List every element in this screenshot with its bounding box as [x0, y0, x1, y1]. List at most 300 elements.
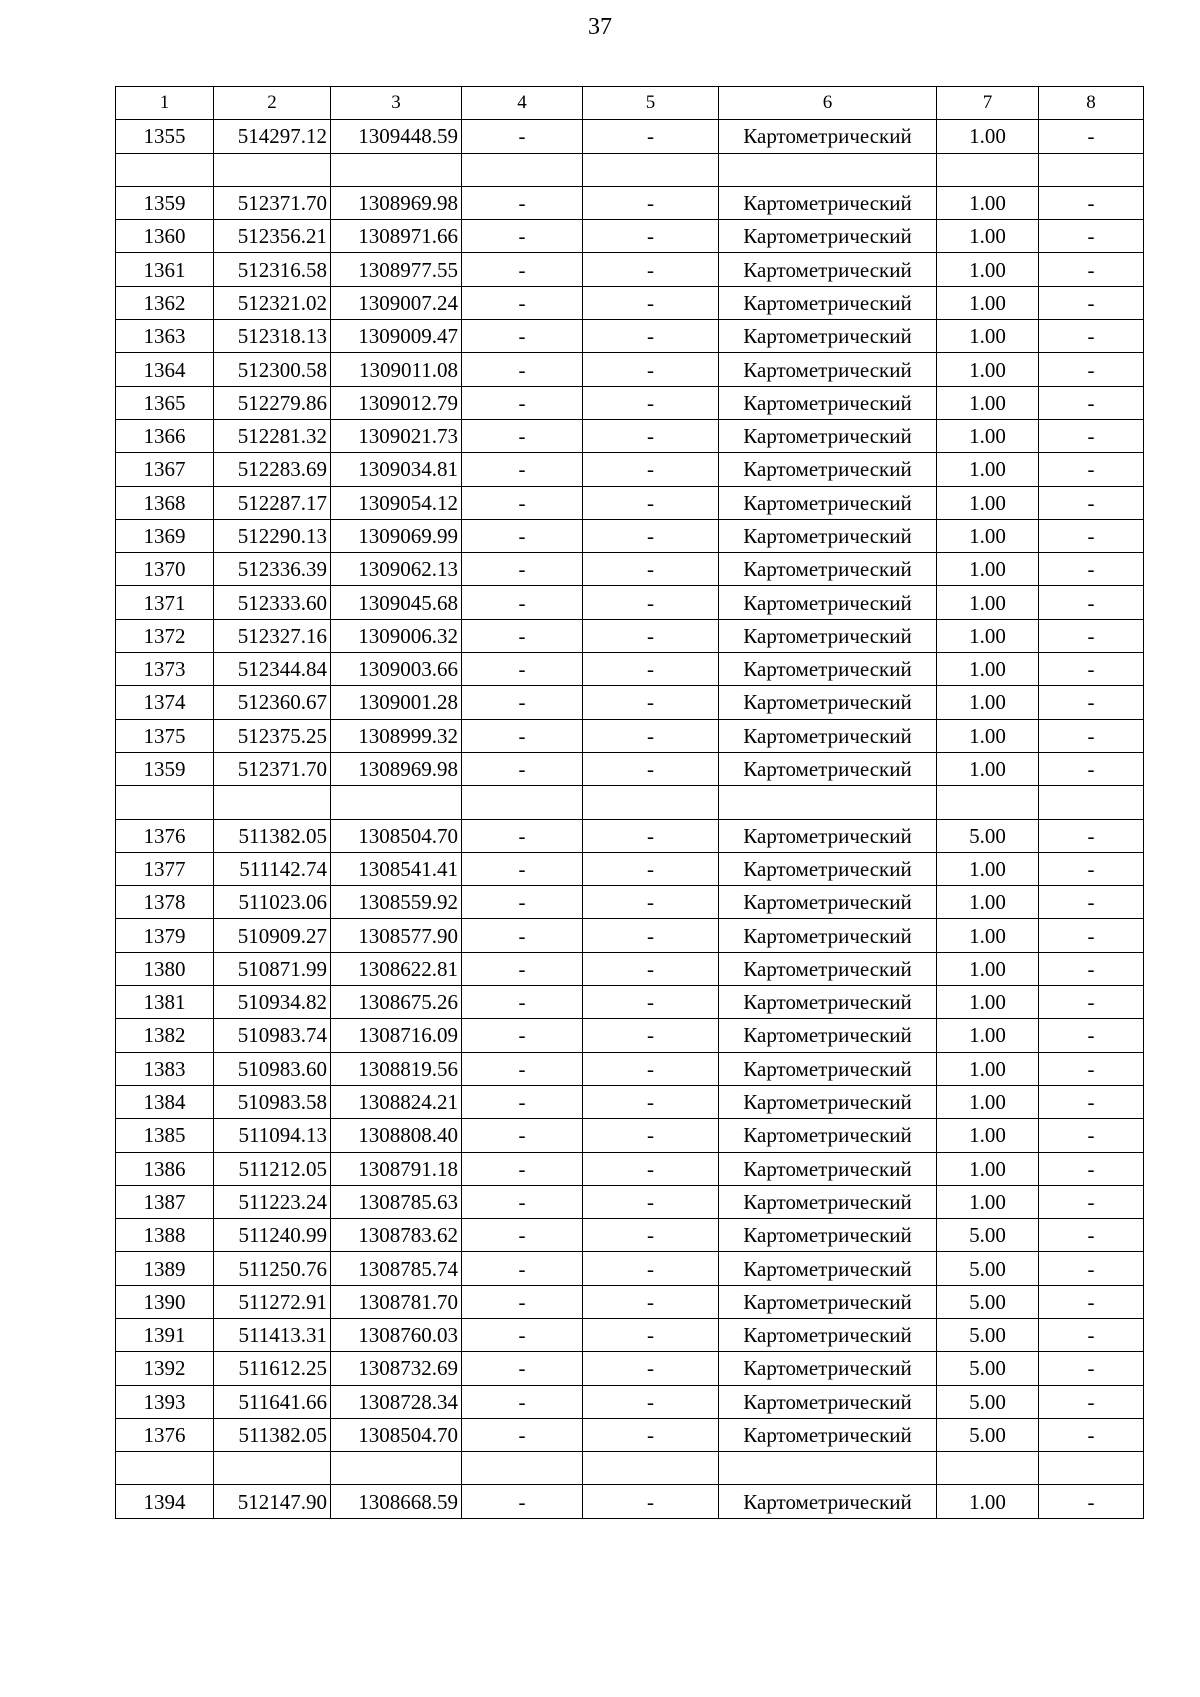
accuracy-cell [937, 786, 1039, 819]
table-row [116, 1185, 1144, 1218]
method-cell: Картометрический [719, 419, 937, 452]
col-4-cell: - [462, 952, 583, 985]
col-4-cell: - [462, 1152, 583, 1185]
col-8-cell: - [1039, 553, 1144, 586]
y-coordinate-cell: 1309034.81 [331, 453, 462, 486]
col-8-cell: - [1039, 320, 1144, 353]
point-number-cell: 1378 [116, 886, 214, 919]
accuracy-cell: 1.00 [937, 419, 1039, 452]
col-4-cell: - [462, 419, 583, 452]
col-5-cell: - [583, 120, 719, 153]
col-5-cell: - [583, 952, 719, 985]
accuracy-cell: 5.00 [937, 1285, 1039, 1318]
accuracy-cell: 1.00 [937, 1119, 1039, 1152]
col-5-cell: - [583, 653, 719, 686]
y-coordinate-cell: 1309021.73 [331, 419, 462, 452]
x-coordinate-cell: 512318.13 [214, 320, 331, 353]
point-number-cell: 1374 [116, 686, 214, 719]
table-row [116, 1019, 1144, 1052]
table-row [116, 819, 1144, 852]
col-5-cell: - [583, 686, 719, 719]
y-coordinate-cell: 1308675.26 [331, 986, 462, 1019]
point-number-cell: 1392 [116, 1352, 214, 1385]
y-coordinate-cell: 1308824.21 [331, 1085, 462, 1118]
method-cell: Картометрический [719, 1152, 937, 1185]
col-4-cell: - [462, 553, 583, 586]
table-row [116, 1085, 1144, 1118]
accuracy-cell: 1.00 [937, 220, 1039, 253]
col-4-cell: - [462, 1485, 583, 1518]
col-4-cell: - [462, 120, 583, 153]
method-cell: Картометрический [719, 1185, 937, 1218]
y-coordinate-cell: 1309006.32 [331, 619, 462, 652]
point-number-cell [116, 786, 214, 819]
col-4-cell: - [462, 619, 583, 652]
col-5-cell: - [583, 619, 719, 652]
col-4-cell: - [462, 320, 583, 353]
col-8-cell: - [1039, 952, 1144, 985]
col-8-cell: - [1039, 1052, 1144, 1085]
table-row [116, 220, 1144, 253]
table-row [116, 1485, 1144, 1518]
col-4-cell: - [462, 1185, 583, 1218]
x-coordinate-cell: 512281.32 [214, 419, 331, 452]
column-header-3: 3 [331, 87, 462, 120]
table-row [116, 386, 1144, 419]
col-8-cell: - [1039, 1219, 1144, 1252]
x-coordinate-cell: 512279.86 [214, 386, 331, 419]
accuracy-cell: 1.00 [937, 752, 1039, 785]
table-row [116, 619, 1144, 652]
x-coordinate-cell: 512356.21 [214, 220, 331, 253]
col-4-cell: - [462, 1052, 583, 1085]
table-row [116, 186, 1144, 219]
x-coordinate-cell: 511413.31 [214, 1318, 331, 1351]
accuracy-cell: 1.00 [937, 653, 1039, 686]
y-coordinate-cell: 1309011.08 [331, 353, 462, 386]
method-cell: Картометрический [719, 1052, 937, 1085]
col-8-cell: - [1039, 1085, 1144, 1118]
point-number-cell: 1376 [116, 1418, 214, 1451]
x-coordinate-cell: 512344.84 [214, 653, 331, 686]
accuracy-cell: 1.00 [937, 186, 1039, 219]
accuracy-cell: 1.00 [937, 1185, 1039, 1218]
point-number-cell: 1367 [116, 453, 214, 486]
col-5-cell: - [583, 919, 719, 952]
col-4-cell: - [462, 719, 583, 752]
x-coordinate-cell: 511094.13 [214, 1119, 331, 1152]
method-cell: Картометрический [719, 1352, 937, 1385]
table-row [116, 286, 1144, 319]
table-row [116, 519, 1144, 552]
table-row [116, 1252, 1144, 1285]
col-8-cell: - [1039, 1352, 1144, 1385]
col-4-cell: - [462, 752, 583, 785]
col-4-cell: - [462, 819, 583, 852]
table-row [116, 719, 1144, 752]
col-5-cell: - [583, 586, 719, 619]
x-coordinate-cell: 510983.58 [214, 1085, 331, 1118]
x-coordinate-cell: 511212.05 [214, 1152, 331, 1185]
method-cell: Картометрический [719, 519, 937, 552]
y-coordinate-cell: 1308785.74 [331, 1252, 462, 1285]
accuracy-cell: 1.00 [937, 719, 1039, 752]
point-number-cell: 1387 [116, 1185, 214, 1218]
x-coordinate-cell: 512371.70 [214, 752, 331, 785]
method-cell: Картометрический [719, 1219, 937, 1252]
y-coordinate-cell [331, 786, 462, 819]
col-8-cell: - [1039, 1318, 1144, 1351]
y-coordinate-cell: 1308559.92 [331, 886, 462, 919]
method-cell: Картометрический [719, 486, 937, 519]
point-number-cell: 1385 [116, 1119, 214, 1152]
accuracy-cell: 1.00 [937, 586, 1039, 619]
accuracy-cell: 1.00 [937, 1052, 1039, 1085]
col-8-cell: - [1039, 453, 1144, 486]
col-8-cell: - [1039, 186, 1144, 219]
col-4-cell: - [462, 1252, 583, 1285]
col-5-cell: - [583, 1219, 719, 1252]
col-8-cell: - [1039, 586, 1144, 619]
accuracy-cell: 1.00 [937, 553, 1039, 586]
table-row [116, 1219, 1144, 1252]
method-cell: Картометрический [719, 1318, 937, 1351]
col-5-cell: - [583, 1052, 719, 1085]
col-4-cell: - [462, 1085, 583, 1118]
y-coordinate-cell: 1309045.68 [331, 586, 462, 619]
col-4-cell: - [462, 1119, 583, 1152]
col-8-cell [1039, 1452, 1144, 1485]
y-coordinate-cell: 1308969.98 [331, 186, 462, 219]
accuracy-cell: 1.00 [937, 1485, 1039, 1518]
col-4-cell: - [462, 886, 583, 919]
y-coordinate-cell: 1309054.12 [331, 486, 462, 519]
y-coordinate-cell: 1308785.63 [331, 1185, 462, 1218]
col-8-cell: - [1039, 253, 1144, 286]
col-8-cell: - [1039, 519, 1144, 552]
x-coordinate-cell: 512287.17 [214, 486, 331, 519]
point-number-cell: 1370 [116, 553, 214, 586]
col-4-cell: - [462, 186, 583, 219]
col-5-cell: - [583, 1185, 719, 1218]
x-coordinate-cell: 511223.24 [214, 1185, 331, 1218]
col-5-cell: - [583, 286, 719, 319]
y-coordinate-cell: 1308999.32 [331, 719, 462, 752]
method-cell: Картометрический [719, 819, 937, 852]
col-5-cell: - [583, 320, 719, 353]
accuracy-cell: 1.00 [937, 686, 1039, 719]
x-coordinate-cell: 510983.60 [214, 1052, 331, 1085]
y-coordinate-cell: 1308791.18 [331, 1152, 462, 1185]
method-cell: Картометрический [719, 886, 937, 919]
table-row [116, 952, 1144, 985]
method-cell: Картометрический [719, 1485, 937, 1518]
method-cell: Картометрический [719, 586, 937, 619]
point-number-cell: 1359 [116, 186, 214, 219]
col-5-cell: - [583, 1352, 719, 1385]
table-row [116, 353, 1144, 386]
method-cell: Картометрический [719, 719, 937, 752]
table-row [116, 553, 1144, 586]
accuracy-cell: 5.00 [937, 819, 1039, 852]
method-cell [719, 786, 937, 819]
col-8-cell: - [1039, 1385, 1144, 1418]
col-5-cell: - [583, 353, 719, 386]
table-row [116, 486, 1144, 519]
x-coordinate-cell [214, 1452, 331, 1485]
y-coordinate-cell: 1308760.03 [331, 1318, 462, 1351]
table-row [116, 686, 1144, 719]
accuracy-cell: 1.00 [937, 519, 1039, 552]
y-coordinate-cell [331, 153, 462, 186]
col-4-cell: - [462, 220, 583, 253]
y-coordinate-cell: 1308808.40 [331, 1119, 462, 1152]
point-number-cell: 1381 [116, 986, 214, 1019]
table-header-row [116, 87, 1144, 120]
method-cell: Картометрический [719, 1252, 937, 1285]
col-8-cell: - [1039, 1185, 1144, 1218]
table-row [116, 852, 1144, 885]
y-coordinate-cell: 1309009.47 [331, 320, 462, 353]
col-5-cell [583, 153, 719, 186]
table-row [116, 320, 1144, 353]
col-8-cell [1039, 153, 1144, 186]
col-5-cell: - [583, 752, 719, 785]
point-number-cell: 1376 [116, 819, 214, 852]
method-cell: Картометрический [719, 752, 937, 785]
table-row [116, 752, 1144, 785]
x-coordinate-cell: 511240.99 [214, 1219, 331, 1252]
col-8-cell: - [1039, 919, 1144, 952]
point-number-cell: 1383 [116, 1052, 214, 1085]
y-coordinate-cell: 1309448.59 [331, 120, 462, 153]
col-5-cell: - [583, 220, 719, 253]
point-number-cell: 1369 [116, 519, 214, 552]
x-coordinate-cell: 512300.58 [214, 353, 331, 386]
accuracy-cell: 5.00 [937, 1219, 1039, 1252]
point-number-cell: 1377 [116, 852, 214, 885]
y-coordinate-cell: 1308819.56 [331, 1052, 462, 1085]
accuracy-cell: 1.00 [937, 952, 1039, 985]
col-4-cell: - [462, 653, 583, 686]
x-coordinate-cell: 510983.74 [214, 1019, 331, 1052]
y-coordinate-cell: 1308541.41 [331, 852, 462, 885]
method-cell: Картометрический [719, 120, 937, 153]
point-number-cell: 1373 [116, 653, 214, 686]
x-coordinate-cell: 512371.70 [214, 186, 331, 219]
x-coordinate-cell: 512316.58 [214, 253, 331, 286]
y-coordinate-cell: 1308622.81 [331, 952, 462, 985]
col-4-cell: - [462, 453, 583, 486]
x-coordinate-cell [214, 153, 331, 186]
point-number-cell: 1361 [116, 253, 214, 286]
table-spacer-row [116, 1452, 1144, 1485]
accuracy-cell: 5.00 [937, 1318, 1039, 1351]
table-row [116, 919, 1144, 952]
coordinates-table [115, 86, 1144, 1519]
col-8-cell: - [1039, 852, 1144, 885]
x-coordinate-cell: 511250.76 [214, 1252, 331, 1285]
col-8-cell: - [1039, 486, 1144, 519]
y-coordinate-cell: 1308971.66 [331, 220, 462, 253]
method-cell: Картометрический [719, 286, 937, 319]
column-header-7: 7 [937, 87, 1039, 120]
point-number-cell: 1379 [116, 919, 214, 952]
table-row [116, 1418, 1144, 1451]
x-coordinate-cell: 514297.12 [214, 120, 331, 153]
x-coordinate-cell: 511612.25 [214, 1352, 331, 1385]
col-8-cell: - [1039, 1152, 1144, 1185]
col-5-cell: - [583, 453, 719, 486]
col-5-cell: - [583, 1085, 719, 1118]
method-cell: Картометрический [719, 253, 937, 286]
x-coordinate-cell: 510909.27 [214, 919, 331, 952]
col-4-cell [462, 1452, 583, 1485]
col-4-cell: - [462, 519, 583, 552]
method-cell: Картометрический [719, 852, 937, 885]
col-5-cell: - [583, 486, 719, 519]
y-coordinate-cell: 1309007.24 [331, 286, 462, 319]
point-number-cell: 1386 [116, 1152, 214, 1185]
column-header-5: 5 [583, 87, 719, 120]
accuracy-cell: 5.00 [937, 1352, 1039, 1385]
y-coordinate-cell: 1308728.34 [331, 1385, 462, 1418]
point-number-cell [116, 153, 214, 186]
col-5-cell: - [583, 886, 719, 919]
column-header-1: 1 [116, 87, 214, 120]
x-coordinate-cell: 512290.13 [214, 519, 331, 552]
col-8-cell: - [1039, 752, 1144, 785]
col-8-cell [1039, 786, 1144, 819]
x-coordinate-cell: 512327.16 [214, 619, 331, 652]
table-row [116, 1385, 1144, 1418]
point-number-cell: 1391 [116, 1318, 214, 1351]
col-8-cell: - [1039, 1485, 1144, 1518]
col-8-cell: - [1039, 819, 1144, 852]
col-4-cell: - [462, 286, 583, 319]
point-number-cell: 1390 [116, 1285, 214, 1318]
table-row [116, 1352, 1144, 1385]
col-4-cell: - [462, 1418, 583, 1451]
method-cell: Картометрический [719, 220, 937, 253]
point-number-cell: 1360 [116, 220, 214, 253]
col-5-cell [583, 1452, 719, 1485]
y-coordinate-cell: 1308969.98 [331, 752, 462, 785]
table-row [116, 986, 1144, 1019]
table-row [116, 1119, 1144, 1152]
method-cell: Картометрический [719, 386, 937, 419]
point-number-cell: 1362 [116, 286, 214, 319]
point-number-cell: 1363 [116, 320, 214, 353]
table-spacer-row [116, 153, 1144, 186]
col-8-cell: - [1039, 220, 1144, 253]
col-5-cell: - [583, 386, 719, 419]
col-5-cell: - [583, 1385, 719, 1418]
method-cell: Картометрический [719, 1119, 937, 1152]
table-row [116, 120, 1144, 153]
point-number-cell: 1364 [116, 353, 214, 386]
point-number-cell: 1365 [116, 386, 214, 419]
col-5-cell: - [583, 1252, 719, 1285]
x-coordinate-cell: 512336.39 [214, 553, 331, 586]
x-coordinate-cell: 512321.02 [214, 286, 331, 319]
col-4-cell [462, 153, 583, 186]
accuracy-cell: 1.00 [937, 253, 1039, 286]
accuracy-cell: 1.00 [937, 486, 1039, 519]
point-number-cell: 1393 [116, 1385, 214, 1418]
col-4-cell: - [462, 686, 583, 719]
accuracy-cell [937, 1452, 1039, 1485]
method-cell: Картометрический [719, 1085, 937, 1118]
col-8-cell: - [1039, 1285, 1144, 1318]
accuracy-cell: 1.00 [937, 886, 1039, 919]
y-coordinate-cell: 1309069.99 [331, 519, 462, 552]
method-cell: Картометрический [719, 986, 937, 1019]
point-number-cell: 1368 [116, 486, 214, 519]
x-coordinate-cell: 511142.74 [214, 852, 331, 885]
column-header-6: 6 [719, 87, 937, 120]
col-5-cell: - [583, 519, 719, 552]
point-number-cell: 1375 [116, 719, 214, 752]
col-4-cell: - [462, 1219, 583, 1252]
column-header-2: 2 [214, 87, 331, 120]
point-number-cell: 1394 [116, 1485, 214, 1518]
y-coordinate-cell: 1309001.28 [331, 686, 462, 719]
table-spacer-row [116, 786, 1144, 819]
method-cell: Картометрический [719, 686, 937, 719]
accuracy-cell: 1.00 [937, 286, 1039, 319]
col-4-cell [462, 786, 583, 819]
point-number-cell: 1389 [116, 1252, 214, 1285]
y-coordinate-cell: 1308716.09 [331, 1019, 462, 1052]
page-number: 37 [588, 14, 612, 40]
accuracy-cell: 1.00 [937, 453, 1039, 486]
col-4-cell: - [462, 353, 583, 386]
point-number-cell: 1371 [116, 586, 214, 619]
x-coordinate-cell: 512333.60 [214, 586, 331, 619]
method-cell: Картометрический [719, 320, 937, 353]
point-number-cell [116, 1452, 214, 1485]
col-8-cell: - [1039, 986, 1144, 1019]
accuracy-cell: 1.00 [937, 619, 1039, 652]
col-4-cell: - [462, 1285, 583, 1318]
col-4-cell: - [462, 919, 583, 952]
method-cell: Картометрический [719, 1385, 937, 1418]
y-coordinate-cell: 1309012.79 [331, 386, 462, 419]
point-number-cell: 1366 [116, 419, 214, 452]
col-8-cell: - [1039, 120, 1144, 153]
col-5-cell: - [583, 553, 719, 586]
point-number-cell: 1388 [116, 1219, 214, 1252]
col-5-cell [583, 786, 719, 819]
col-8-cell: - [1039, 719, 1144, 752]
col-8-cell: - [1039, 686, 1144, 719]
col-4-cell: - [462, 486, 583, 519]
accuracy-cell: 1.00 [937, 1152, 1039, 1185]
y-coordinate-cell: 1308783.62 [331, 1219, 462, 1252]
method-cell: Картометрический [719, 1019, 937, 1052]
table-row [116, 1285, 1144, 1318]
col-4-cell: - [462, 852, 583, 885]
col-4-cell: - [462, 386, 583, 419]
x-coordinate-cell: 512375.25 [214, 719, 331, 752]
method-cell: Картометрический [719, 1418, 937, 1451]
table-row [116, 1152, 1144, 1185]
x-coordinate-cell: 510934.82 [214, 986, 331, 1019]
accuracy-cell: 1.00 [937, 1019, 1039, 1052]
point-number-cell: 1384 [116, 1085, 214, 1118]
col-8-cell: - [1039, 386, 1144, 419]
